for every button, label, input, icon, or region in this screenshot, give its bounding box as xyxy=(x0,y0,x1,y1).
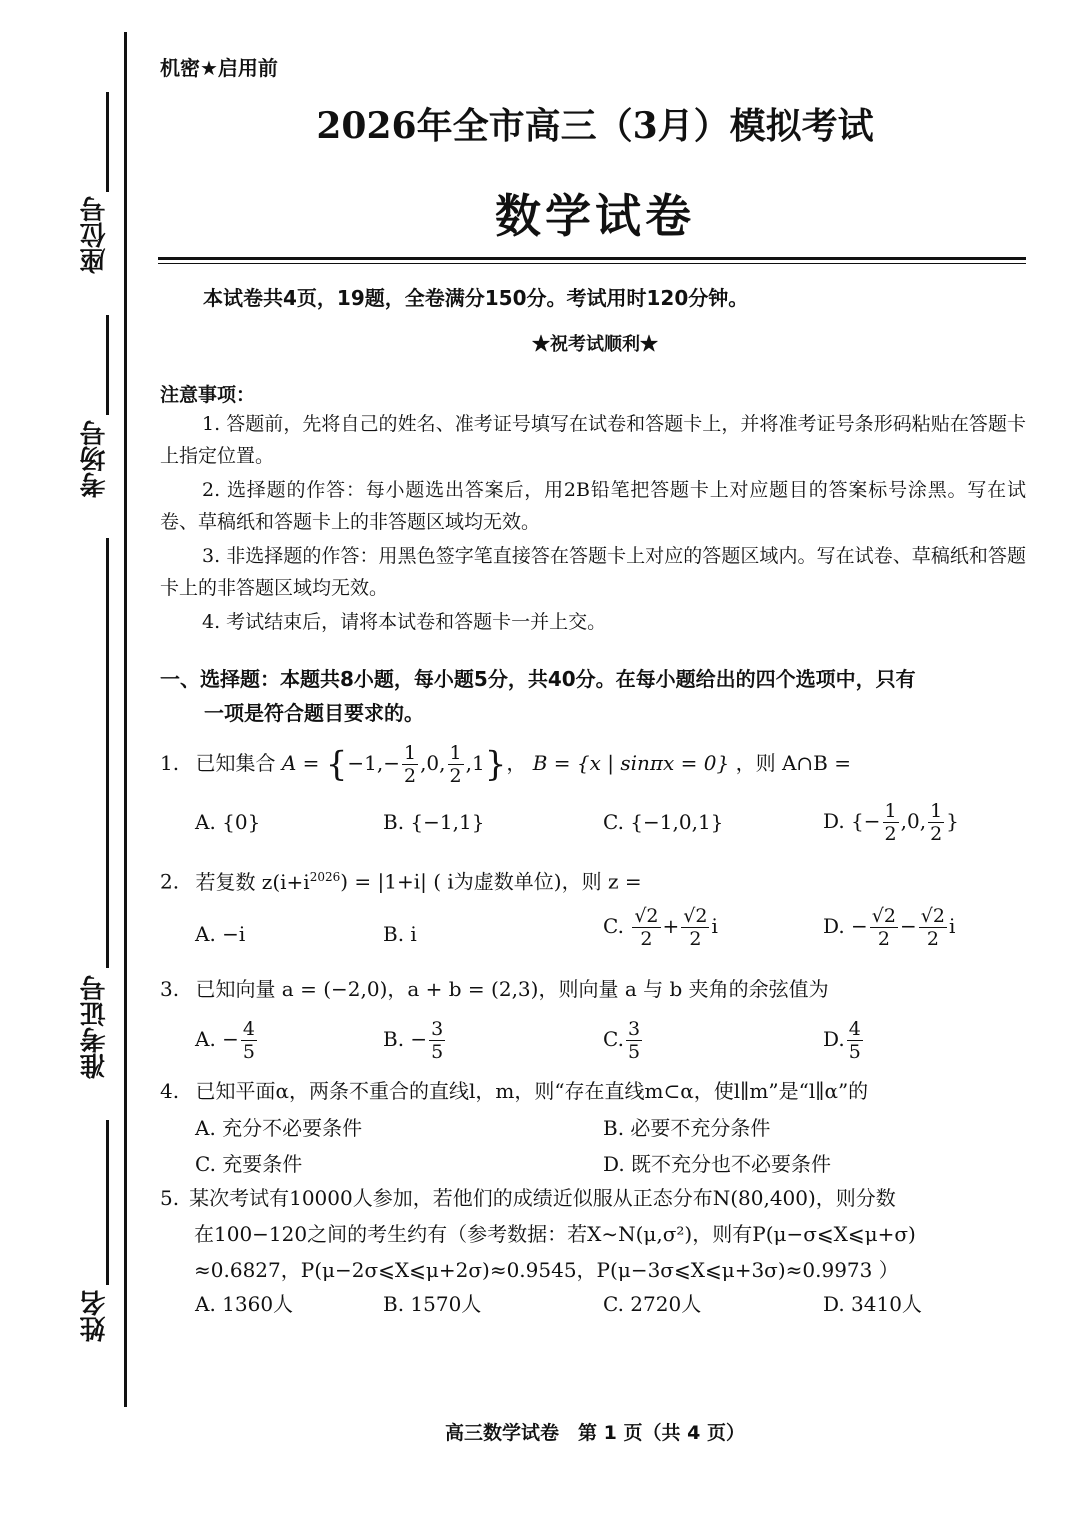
good-luck-text: ★祝考试顺利★ xyxy=(532,334,658,355)
header-divider-thick xyxy=(158,257,1026,260)
seat-number-label: 座位号 xyxy=(80,196,110,274)
question-1: 1. 已知集合 A = {−1,− $\frac{1}{2}$ ,0, $\frac{1}{2}$ ,1}， B = {x | sinπx = 0} ，则 A∩B = xyxy=(160,742,851,787)
exam-room-label: 考场号 xyxy=(80,420,110,498)
q3-option-c: C. $\frac{3}{5}$ xyxy=(603,1018,641,1063)
notice-item-3: 3. 非选择题的作答：用黑色签字笔直接答在答题卡上对应的答题区域内。写在试卷、草稿纸和答题卡上的非答题区域均无效。 xyxy=(160,545,1026,599)
q3-option-b: B. − $\frac{3}{5}$ xyxy=(383,1018,444,1063)
q5-option-b: B. 1570人 xyxy=(383,1292,482,1316)
question-4: 4. 已知平面α，两条不重合的直线l，m，则“存在直线m⊂α，使l∥m”是“l∥α”的 xyxy=(160,1079,869,1103)
notice-heading: 注意事项： xyxy=(160,384,256,406)
q5-option-d: D. 3410人 xyxy=(823,1292,922,1316)
page-footer: 高三数学试卷 第 1 页（共 4 页） xyxy=(445,1422,745,1444)
name-blank[interactable] xyxy=(106,1120,109,1285)
q5-option-c: C. 2720人 xyxy=(603,1292,702,1316)
q1-option-a: A. {0} xyxy=(195,810,261,834)
q1-option-c: C. {−1,0,1} xyxy=(603,810,724,834)
exam-title: 2026年全市高三（3月）模拟考试 xyxy=(316,105,874,147)
confidential-mark: 机密★启用前 xyxy=(160,56,278,80)
subject-title: 数学试卷 xyxy=(495,189,695,243)
exam-room-blank[interactable] xyxy=(106,315,109,415)
section-heading: 一、选择题：本题共8小题，每小题5分，共40分。在每小题给出的四个选项中，只有 一项是符合题目要求的。 xyxy=(160,667,916,725)
q3-option-d: D. $\frac{4}{5}$ xyxy=(823,1018,861,1063)
q2-option-a: A. −i xyxy=(195,922,246,946)
q2-option-d: D. − $\frac{√2}{2}$ − $\frac{√2}{2}$ i xyxy=(823,905,956,950)
q4-option-b: B. 必要不充分条件 xyxy=(603,1116,771,1140)
admission-number-blank[interactable] xyxy=(106,538,109,968)
notice-item-1: 1. 答题前，先将自己的姓名、准考证号填写在试卷和答题卡上，并将准考证号条形码粘贴在答题卡上指定位置。 xyxy=(160,413,1026,467)
question-5: 5. 某次考试有10000人参加，若他们的成绩近似服从正态分布N(80,400)，则分数 在100−120之间的考生约有（参考数据：若X∼N(μ,σ²)，则有P(μ−σ⩽X⩽μ+σ) ≈0.6827，P(μ−2σ⩽X⩽μ+2σ)≈0.9545，P(μ−3σ⩽X⩽μ+3σ)≈0.9973 ） xyxy=(160,1186,916,1282)
q4-option-d: D. 既不充分也不必要条件 xyxy=(603,1152,832,1176)
q2-option-c: C. $\frac{√2}{2}$ + $\frac{√2}{2}$ i xyxy=(603,905,718,950)
question-3: 3. 已知向量 a = (−2,0)，a + b = (2,3)，则向量 a 与 b 夹角的余弦值为 xyxy=(160,977,829,1001)
seat-number-blank[interactable] xyxy=(106,92,109,192)
exam-info: 本试卷共4页，19题，全卷满分150分。考试用时120分钟。 xyxy=(203,286,749,310)
q4-option-c: C. 充要条件 xyxy=(195,1152,303,1176)
question-number: 1. xyxy=(160,751,180,775)
q1-option-d: D. {− $\frac{1}{2}$ ,0, $\frac{1}{2}$ } xyxy=(823,800,959,845)
notice-item-4: 4. 考试结束后，请将本试卷和答题卡一并上交。 xyxy=(202,611,607,633)
header-divider-thin xyxy=(158,263,1026,264)
q1-option-b: B. {−1,1} xyxy=(383,810,485,834)
q4-option-a: A. 充分不必要条件 xyxy=(195,1116,363,1140)
binding-line xyxy=(124,32,127,1407)
name-label: 姓名 xyxy=(80,1290,110,1342)
q3-option-a: A. − $\frac{4}{5}$ xyxy=(195,1018,256,1063)
notice-item-2: 2. 选择题的作答：每小题选出答案后，用2B铅笔把答题卡上对应题目的答案标号涂黑。写在试卷、草稿纸和答题卡上的非答题区域均无效。 xyxy=(160,479,1026,533)
question-2: 2. 若复数 $z(i+i^{2026}) = |1+i|$ ( i为虚数单位)，则 z = xyxy=(160,869,642,894)
q5-option-a: A. 1360人 xyxy=(195,1292,294,1316)
admission-number-label: 准考证号 xyxy=(80,975,110,1079)
q2-option-b: B. i xyxy=(383,922,417,946)
